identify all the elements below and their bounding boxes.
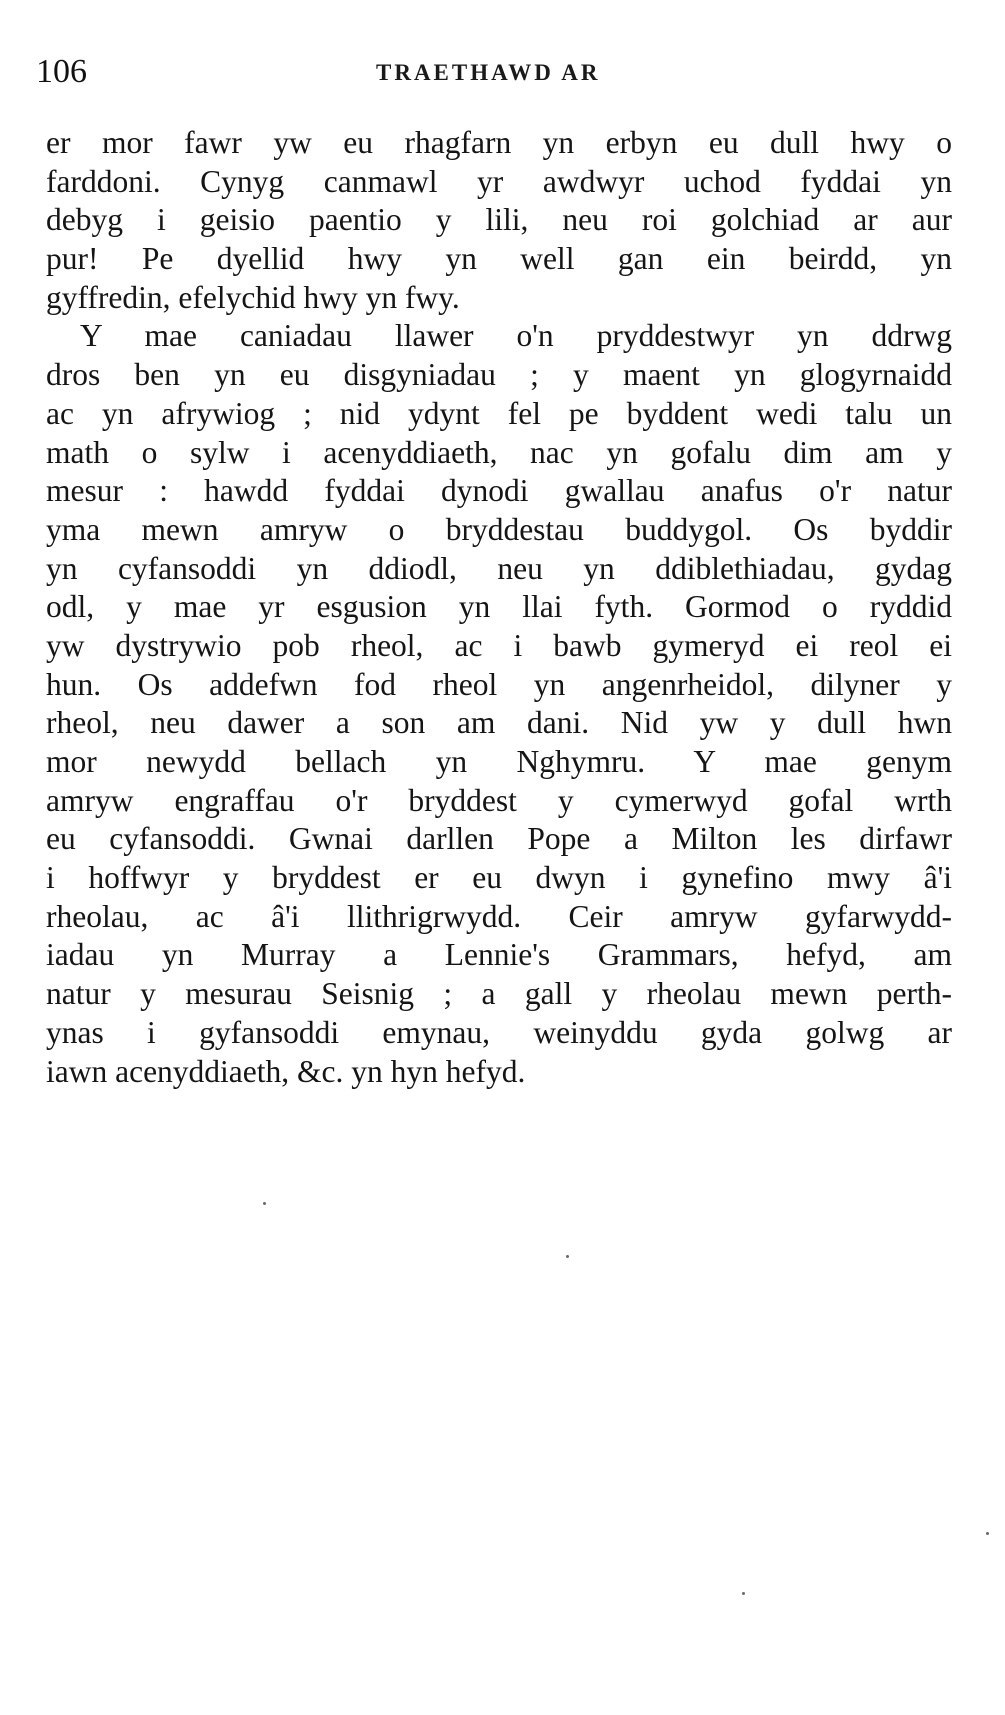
text-line: amryw engraffau o'r bryddest y cymerwyd gofal wrth xyxy=(46,782,952,818)
text-line: natur y mesurau Seisnig ; a gall y rheolau mewn perth- xyxy=(46,976,952,1012)
running-head xyxy=(36,52,976,96)
text-line: dros ben yn eu disgyniadau ; y maent yn glogyrnaidd xyxy=(46,357,952,393)
text-line: i hoffwyr y bryddest er eu dwyn i gynefino mwy â'i xyxy=(46,860,952,896)
paragraph-end-line: gyffredin, efelychid hwy yn fwy. xyxy=(46,279,460,315)
text-line: odl, y mae yr esgusion yn llai fyth. Gormod o ryddid xyxy=(46,589,952,625)
text-line: mor newydd bellach yn Nghymru. Y mae genym xyxy=(46,744,952,779)
paper-speck xyxy=(742,1592,745,1595)
text-line: yn cyfansoddi yn ddiodl, neu yn ddiblethiadau, gydag xyxy=(46,550,952,586)
text-line: mesur : hawdd fyddai dynodi gwallau anafus o'r natur xyxy=(46,473,952,509)
text-line: er mor fawr yw eu rhagfarn yn erbyn eu dull hwy o xyxy=(46,125,952,160)
paper-speck xyxy=(986,1532,989,1535)
text-line: ac yn afrywiog ; nid ydynt fel pe byddent wedi talu un xyxy=(46,395,952,431)
text-line: yma mewn amryw o bryddestau buddygol. Os byddir xyxy=(46,511,952,547)
text-line: farddoni. Cynyg canmawl yr awdwyr uchod fyddai yn xyxy=(46,163,952,199)
text-line: debyg i geisio paentio y lili, neu roi golchiad ar aur xyxy=(46,202,952,238)
paragraph-end-line: iawn acenyddiaeth, &c. yn hyn hefyd. xyxy=(46,1053,526,1089)
text-line: rheolau, ac â'i llithrigrwydd. Ceir amryw gyfarwydd- xyxy=(46,898,952,934)
paper-speck xyxy=(566,1255,569,1258)
text-line: yw dystrywio pob rheol, ac i bawb gymeryd ei reol ei xyxy=(46,627,952,663)
text-line: eu cyfansoddi. Gwnai darllen Pope a Milton les dirfawr xyxy=(46,821,952,857)
text-line: rheol, neu dawer a son am dani. Nid yw y dull hwn xyxy=(46,705,952,741)
text-line: pur! Pe dyellid hwy yn well gan ein beirdd, yn xyxy=(46,241,952,277)
text-line: iadau yn Murray a Lennie's Grammars, hefyd, am xyxy=(46,937,952,973)
paper-speck xyxy=(263,1202,266,1205)
text-line: math o sylw i acenyddiaeth, nac yn gofalu dim am y xyxy=(46,434,952,470)
running-title: TRAETHAWD AR xyxy=(376,60,601,85)
page-number: 106 xyxy=(36,53,87,90)
paragraph-first-line: Y mae caniadau llawer o'n pryddestwyr yn ddrwg xyxy=(80,318,952,354)
text-line: ynas i gyfansoddi emynau, weinyddu gyda golwg ar xyxy=(46,1014,952,1050)
body-text xyxy=(46,124,952,1091)
text-line: hun. Os addefwn fod rheol yn angenrheidol, dilyner y xyxy=(46,666,952,702)
